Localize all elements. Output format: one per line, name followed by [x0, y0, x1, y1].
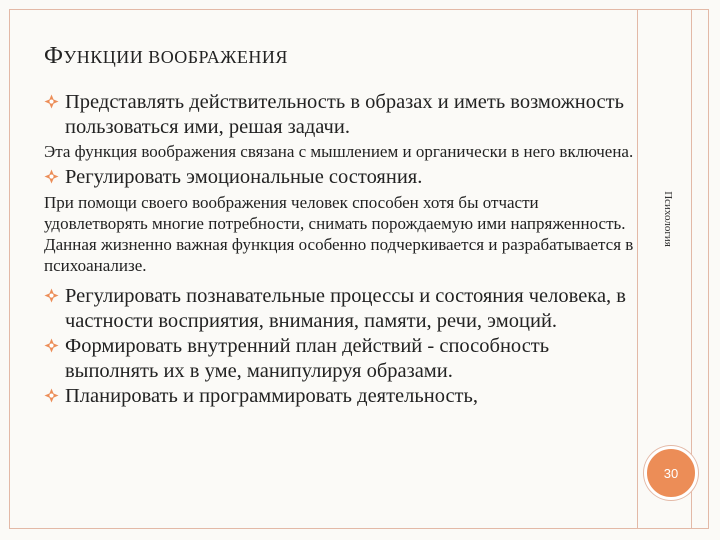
title-initial: Ф: [44, 43, 64, 69]
bullet-text: Представлять действительность в образах и иметь возможность пользоваться ими, решая задачи.: [65, 91, 624, 138]
bullet-item: [44, 90, 634, 140]
bullet-icon: [44, 388, 59, 403]
bullet-item: [44, 384, 634, 409]
side-divider: [637, 10, 638, 528]
bullet-text: Формировать внутренний план действий - способность выполнять их в уме, манипулируя образами.: [65, 335, 550, 382]
note-text: При помощи своего воображения человек способен хотя бы отчасти удовлетворять многие потребности, снимать порождаемую ими напряженность. Данная жизненно важная функция особенно подчеркивается и разрабатывается в психоанализе.: [44, 193, 634, 275]
bullet-text: Планировать и программировать деятельность,: [65, 385, 478, 407]
slide-content: [44, 90, 634, 409]
bullet-icon: [44, 169, 59, 184]
side-divider-outer: [691, 10, 692, 528]
bullet-item: [44, 334, 634, 384]
bullet-text: Регулировать познавательные процессы и состояния человека, в частности восприятия, внимания, памяти, речи, эмоций.: [65, 285, 626, 332]
note-text: Эта функция воображения связана с мышлением и органически в него включена.: [44, 142, 634, 161]
slide-title: [44, 43, 288, 70]
side-label: Психология: [662, 191, 674, 247]
bullet-icon: [44, 338, 59, 353]
page-number-badge: 30: [644, 446, 698, 500]
bullet-item: [44, 165, 634, 190]
bullet-icon: [44, 94, 59, 109]
bullet-text: Регулировать эмоциональные состояния.: [65, 166, 423, 188]
bullet-icon: [44, 288, 59, 303]
title-rest: УНКЦИИ ВООБРАЖЕНИЯ: [63, 47, 288, 67]
bullet-item: [44, 284, 634, 334]
